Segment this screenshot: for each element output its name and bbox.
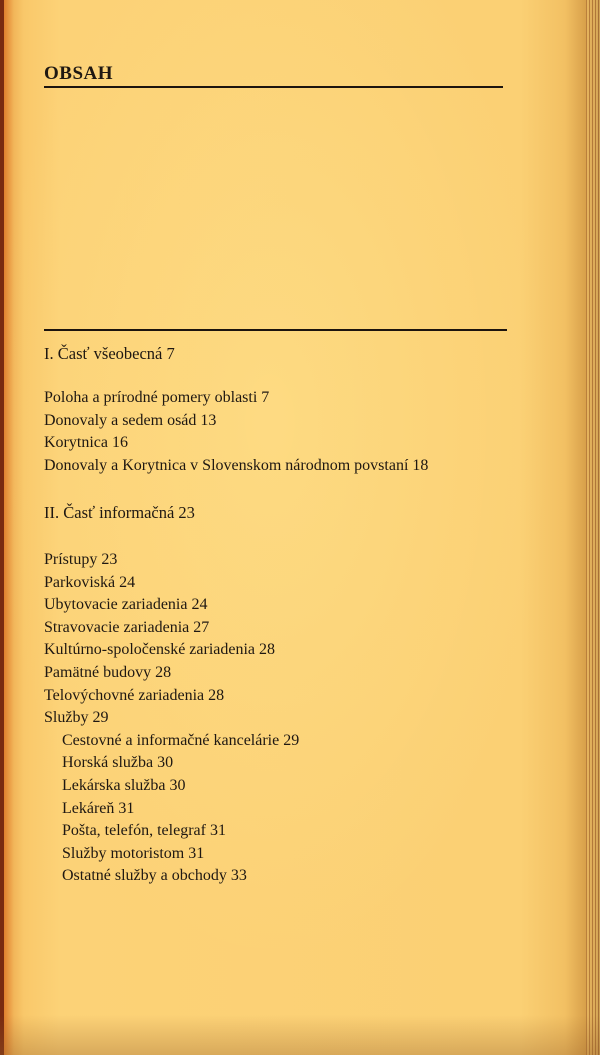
toc-entry: Prístupy 23 — [44, 551, 118, 568]
toc-subentry: Cestovné a informačné kancelárie 29 — [62, 731, 300, 749]
toc-subentry: Lekáreň 31 — [62, 799, 135, 817]
toc-entry: Korytnica 16 — [44, 434, 128, 452]
toc-subentry: Ostatné služby a obchody 33 — [62, 867, 247, 885]
toc-entry: Ubytovacie zariadenia 24 — [44, 596, 208, 614]
toc-entry: Parkoviská 24 — [44, 573, 136, 591]
page-stack-edge — [586, 0, 600, 1055]
toc-subentry: Horská služba 30 — [62, 754, 174, 772]
toc-entry: Pamätné budovy 28 — [44, 663, 172, 681]
toc-subentry: Pošta, telefón, telegraf 31 — [62, 822, 226, 840]
toc-entry: Služby 29 — [44, 709, 109, 727]
part-1-heading: I. Časť všeobecná 7 — [44, 344, 175, 363]
toc-entry: Donovaly a Korytnica v Slovenskom národnom povstaní 18 — [44, 456, 429, 474]
page-title: OBSAH — [44, 63, 114, 84]
toc-entry: Poloha a prírodné pomery oblasti 7 — [44, 389, 270, 406]
part-2-entries — [44, 549, 299, 888]
contents-rule — [44, 329, 507, 331]
toc-entry: Kultúrno-spoločenské zariadenia 28 — [44, 641, 276, 659]
toc-subentry: Lekárska služba 30 — [62, 776, 186, 794]
title-rule — [44, 86, 503, 88]
page-spine-shadow — [0, 0, 4, 1055]
toc-subentry: Služby motoristom 31 — [62, 844, 205, 862]
toc-entry: Telovýchovné zariadenia 28 — [44, 686, 225, 704]
toc-entry: Stravovacie zariadenia 27 — [44, 618, 210, 636]
part-2-heading: II. Časť informačná 23 — [44, 503, 195, 522]
part-1-entries — [44, 387, 428, 477]
toc-entry: Donovaly a sedem osád 13 — [44, 411, 217, 429]
